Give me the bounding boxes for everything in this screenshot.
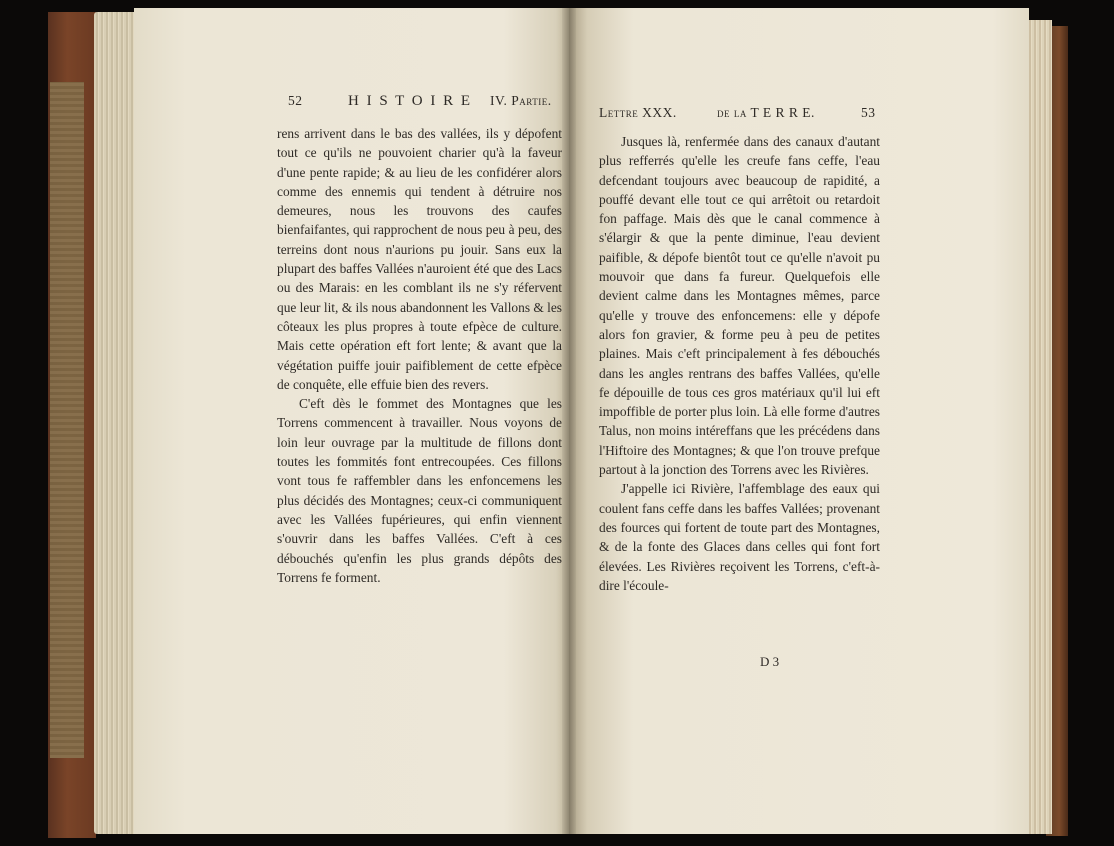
left-page-number: 52: [288, 93, 303, 108]
cover-board: [50, 82, 84, 758]
left-page-text: [236, 93, 564, 587]
right-paragraph-2: J'appelle ici Rivière, l'affemblage des eaux qui coulent fans ceffe dans les baffes Vallées; provenant des fources qui fortent de toute part des Montagnes, & de la fonte des Glaces dans celles qui font fort élevées. Les Rivières reçoivent les Torrens, c'eft-à-dire l'écoule-: [599, 481, 880, 593]
right-page-text: [599, 105, 880, 595]
right-running-header: [599, 105, 880, 129]
left-running-header: [236, 93, 564, 117]
left-paragraph-2: C'eft dès le fommet des Montagnes que les Torrens commencent à travailler. Nous voyons de loin leur ouvrage par la multitude de fillons dont toutes les fommités font entrecoupées. Ces fillons vont tous fe raffembler dans les enfoncemens les plus décidés des Montagnes; ceux-ci communiquent avec les Vallées fupérieures, qui enfin viennent s'ouvrir dans les baffes Vallées. C'eft à ces débouchés qu'enfin les plus grands dépôts des Torrens fe forment.: [277, 396, 562, 585]
right-paragraph-1: Jusques là, renfermée dans des canaux d'autant plus refferrés qu'elle les creufe fans ceffe, l'eau defcendant toujours avec beaucoup de rapidité, a pouffé devant elle tout ce qui arrêtoit ou retardoit fon paffage. Mais dès que le canal commence à s'élargir & que la pente diminue, l'eau devient paifible, & dépofe bientôt tout ce qu'elle n'avoit pu mouvoir que dans fa fureur. Quelquefois elle devient calme dans les Montagnes mêmes, parce qu'elle y trouve des enfoncemens: elle y dépofe alors fon gravier, & forme peu à peu de petites plaines. Mais c'eft principalement à fes débouchés dans les angles rentrans des baffes Vallées, qu'elle fe dépouille de tous ces gros matériaux qu'il lui eft impoffible de porter plus loin. Là elle forme d'autres Talus, non moins intéreffans que les précédens dans l'Hiftoire des Montagnes; & que l'on trouve prefque partout à la jonction des Torrens avec les Rivières.: [599, 134, 880, 478]
left-header-title: H I S T O I R E: [348, 93, 473, 109]
right-header-letter: Lettre XXX.: [599, 105, 677, 120]
left-paragraph-1: rens arrivent dans le bas des vallées, ils y dépofent tout ce qu'ils ne pouvoient charier qu'à la faveur d'une pente rapide; & au lieu de les confidérer alors comme des ennemis qui tendent à détruire nos demeures, nous les trouvons des caufes bienfaifantes, qui rapprochent de nous peu à peu, des terreins dont nous n'aurions pu jouir. Sans eux la plupart des baffes Vallées n'auroient été que des Lacs ou des Marais: en les comblant ils ne s'y réfervent que leur lit, & ils nous abandonnent les Vallons & les côteaux les plus propres à toute efpèce de culture. Mais cette opération eft fort lente; & avant que la végétation puiffe jouir paifiblement de cette efpèce de conquête, elle effuie bien des revers.: [277, 126, 563, 392]
right-header-title: de la T E R R E.: [717, 105, 815, 120]
signature-mark: D 3: [760, 654, 780, 669]
book-gutter: [562, 8, 576, 834]
right-body: [599, 132, 880, 595]
right-page-number: 53: [861, 105, 876, 120]
left-cover: [48, 12, 96, 838]
left-body: [277, 124, 562, 587]
left-header-part: IV. Partie.: [490, 93, 552, 108]
